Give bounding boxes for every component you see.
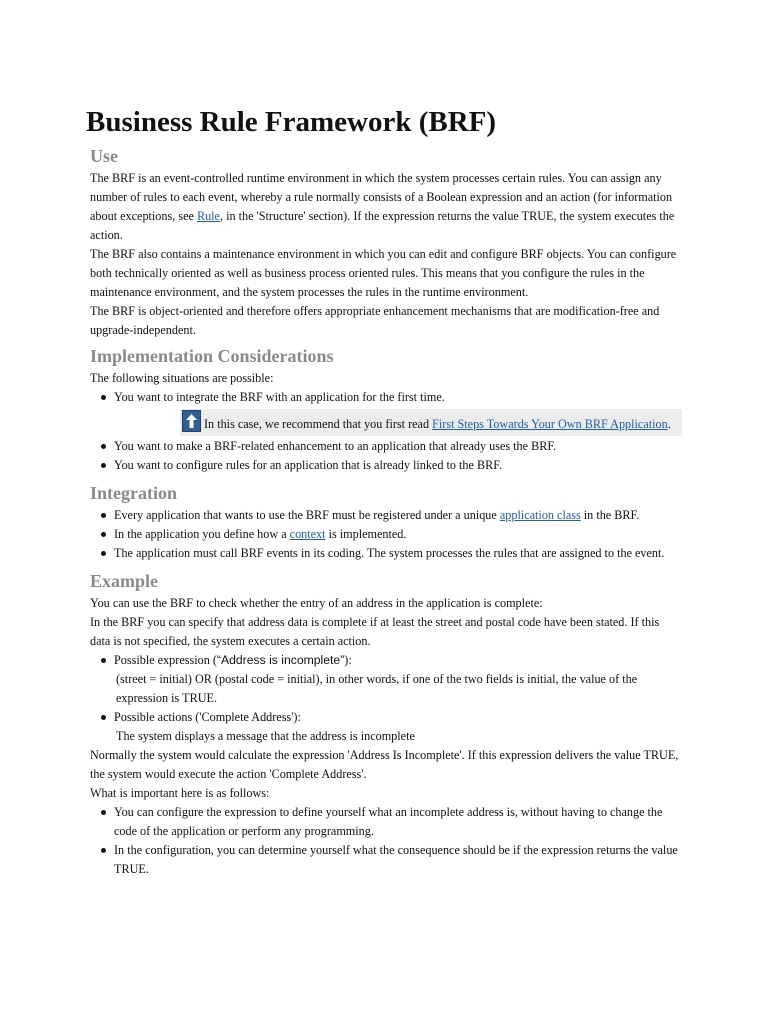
integration-list xyxy=(90,506,682,563)
example-paragraph-4: What is important here is as follows: xyxy=(90,786,270,800)
heading-implementation: Implementation Considerations xyxy=(90,346,334,366)
implementation-list-cont xyxy=(90,437,682,475)
tip-arrow-icon xyxy=(182,410,201,432)
link-first-steps[interactable]: First Steps Towards Your Own BRF Application xyxy=(432,417,668,431)
list-item: In the configuration, you can determine yourself what the consequence should be if the expression returns the value TRUE. xyxy=(90,841,682,879)
list-item: You want to make a BRF-related enhancement to an application that already uses the BRF. xyxy=(90,437,682,456)
list-item: You want to integrate the BRF with an application for the first time. xyxy=(90,388,682,407)
list-item: Possible actions ('Complete Address'): The system displays a message that the address is incomplete xyxy=(90,708,682,746)
link-context[interactable]: context xyxy=(289,527,326,541)
heading-use: Use xyxy=(90,146,118,166)
list-item: You want to configure rules for an application that is already linked to the BRF. xyxy=(90,456,682,475)
page-title: Business Rule Framework (BRF) xyxy=(86,106,497,138)
link-application-class[interactable]: application class xyxy=(499,508,581,522)
use-paragraph-1: The BRF is an event-controlled runtime environment in which the system processes certain rules. You can assign any number of rules to each event, whereby a rule normally consists of a Boolean expression and an action (for information about exceptions, see Rule, in the 'Structure' section). If the expression returns the value TRUE, the system executes the action. xyxy=(90,171,675,242)
list-item: Every application that wants to use the BRF must be registered under a unique application class in the BRF. xyxy=(90,506,682,525)
document-content xyxy=(86,104,682,879)
use-paragraph-3: The BRF is object-oriented and therefore offers appropriate enhancement mechanisms that are modification-free and upgrade-independent. xyxy=(90,304,660,337)
list-item-detail: (street = initial) OR (postal code = initial), in other words, if one of the two fields is initial, the value of the expression is TRUE. xyxy=(116,672,638,705)
use-paragraph-2: The BRF also contains a maintenance environment in which you can edit and configure BRF objects. You can configure both technically oriented as well as business process oriented rules. This means that you configure the rules in the maintenance environment, and the system processes the rules in the runtime environment. xyxy=(90,247,677,299)
list-item-detail: The system displays a message that the address is incomplete xyxy=(116,729,415,743)
list-item: You can configure the expression to define yourself what an incomplete address is, without having to change the code of the application or perform any programming. xyxy=(90,803,682,841)
example-list xyxy=(90,651,682,746)
example-paragraph-1: You can use the BRF to check whether the entry of an address in the application is complete: xyxy=(90,596,543,610)
link-rule[interactable]: Rule xyxy=(196,209,220,223)
example-paragraph-2: In the BRF you can specify that address data is complete if at least the street and postal code have been stated. If this data is not specified, the system executes a certain action. xyxy=(90,615,660,648)
list-item: In the application you define how a context is implemented. xyxy=(90,525,682,544)
tip-note: In this case, we recommend that you first read First Steps Towards Your Own BRF Application. xyxy=(180,409,682,436)
implementation-list xyxy=(90,388,682,407)
tip-note-text: In this case, we recommend that you first read xyxy=(204,417,433,431)
example-paragraph-3: Normally the system would calculate the expression 'Address Is Incomplete'. If this expression delivers the value TRUE, the system would execute the action 'Complete Address'. xyxy=(90,748,679,781)
list-item: Possible expression (“Address is incomplete”): (street = initial) OR (postal code = initial), in other words, if one of the two fields is initial, the value of the expression is TRUE. xyxy=(90,651,682,708)
list-item: The application must call BRF events in its coding. The system processes the rules that are assigned to the event. xyxy=(90,544,682,563)
implementation-intro: The following situations are possible: xyxy=(90,371,274,385)
heading-example: Example xyxy=(90,571,159,591)
example-list-2 xyxy=(90,803,682,879)
heading-integration: Integration xyxy=(90,483,177,503)
